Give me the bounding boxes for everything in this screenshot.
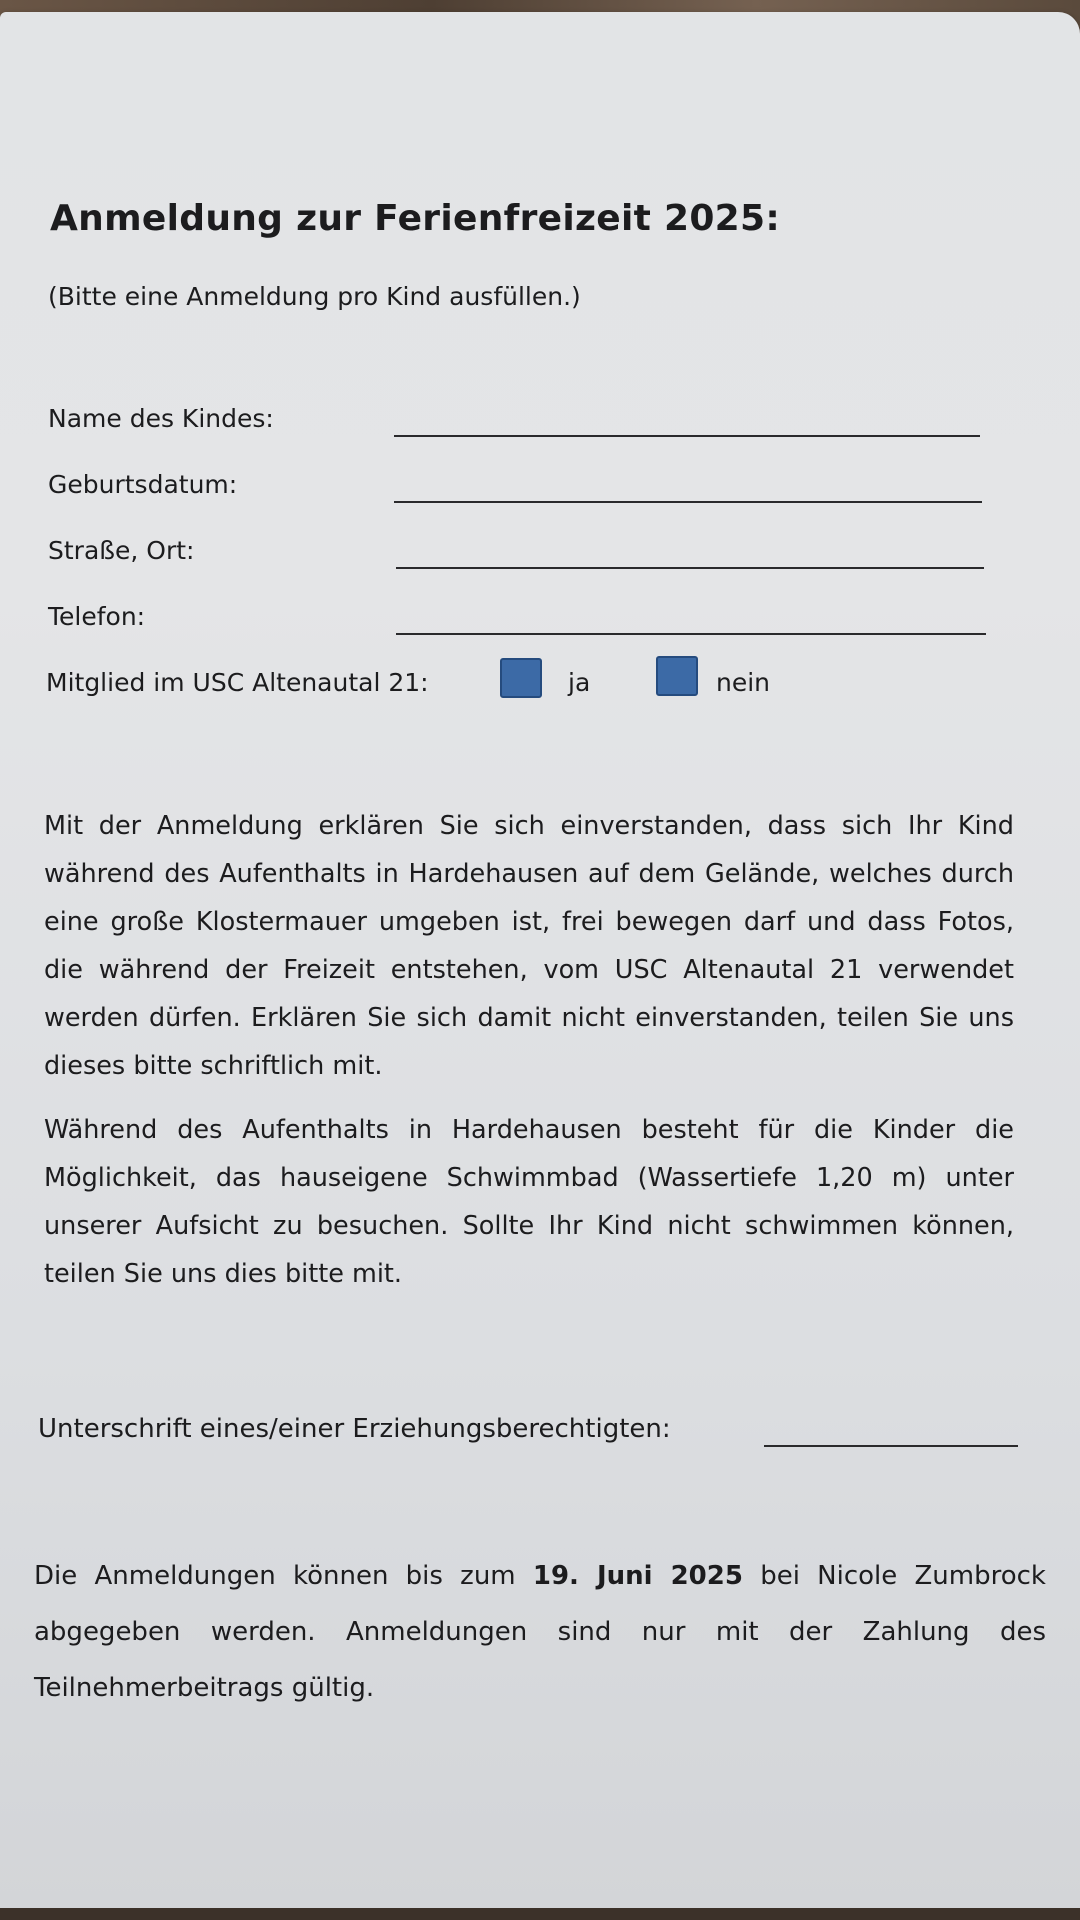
deadline-date: 19. Juni 2025 [532,1561,743,1591]
consent-paragraph: Mit der Anmeldung erklären Sie sich einverstanden, dass sich Ihr Kind während des Aufenthalts in Hardehausen auf dem Gelände, welches durch eine große Klostermauer umgeben ist, frei bewegen darf und dass Fotos, die während der Freizeit entstehen, vom USC Altenautal 21 verwendet werden dürfen. Erklären Sie sich damit nicht einverstanden, teilen Sie uns dieses bitte schriftlich mit. [44,811,1014,1081]
deadline-text-before: Die Anmeldungen können bis zum [34,1561,533,1591]
signature-label: Unterschrift eines/einer Erziehungsberechtigten: [38,1414,671,1444]
membership-yes-label: ja [568,668,591,697]
field-label-child-name: Name des Kindes: [48,404,274,433]
child-name-input-line[interactable] [394,435,980,437]
table-edge-bottom [0,1908,1080,1920]
registration-form-sheet [0,12,1080,1910]
field-label-street-city: Straße, Ort: [48,536,195,565]
membership-no-checkbox[interactable] [656,656,698,696]
form-title: Anmeldung zur Ferienfreizeit 2025: [50,198,781,239]
street-city-input-line[interactable] [396,567,984,569]
form-subtitle: (Bitte eine Anmeldung pro Kind ausfüllen.) [48,282,581,311]
membership-no-label: nein [716,668,771,697]
membership-yes-checkbox[interactable] [500,658,542,698]
membership-label: Mitglied im USC Altenautal 21: [46,668,429,697]
swimming-paragraph: Während des Aufenthalts in Hardehausen besteht für die Kinder die Möglichkeit, das hauseigene Schwimmbad (Wassertiefe 1,20 m) unter unserer Aufsicht zu besuchen. Sollte Ihr Kind nicht schwimmen können, teilen Sie uns dies bitte mit. [44,1115,1014,1289]
birthdate-input-line[interactable] [394,501,982,503]
deadline-paragraph [34,1548,1046,1716]
deadline-text-after: bei Nicole Zumbrock abgegeben werden. Anmeldungen sind nur mit der Zahlung des Teilnehmerbeitrags gültig. [34,1561,1046,1703]
signature-input-line[interactable] [764,1445,1018,1447]
field-label-birthdate: Geburtsdatum: [48,470,238,499]
phone-input-line[interactable] [396,633,986,635]
field-label-phone: Telefon: [48,602,146,631]
